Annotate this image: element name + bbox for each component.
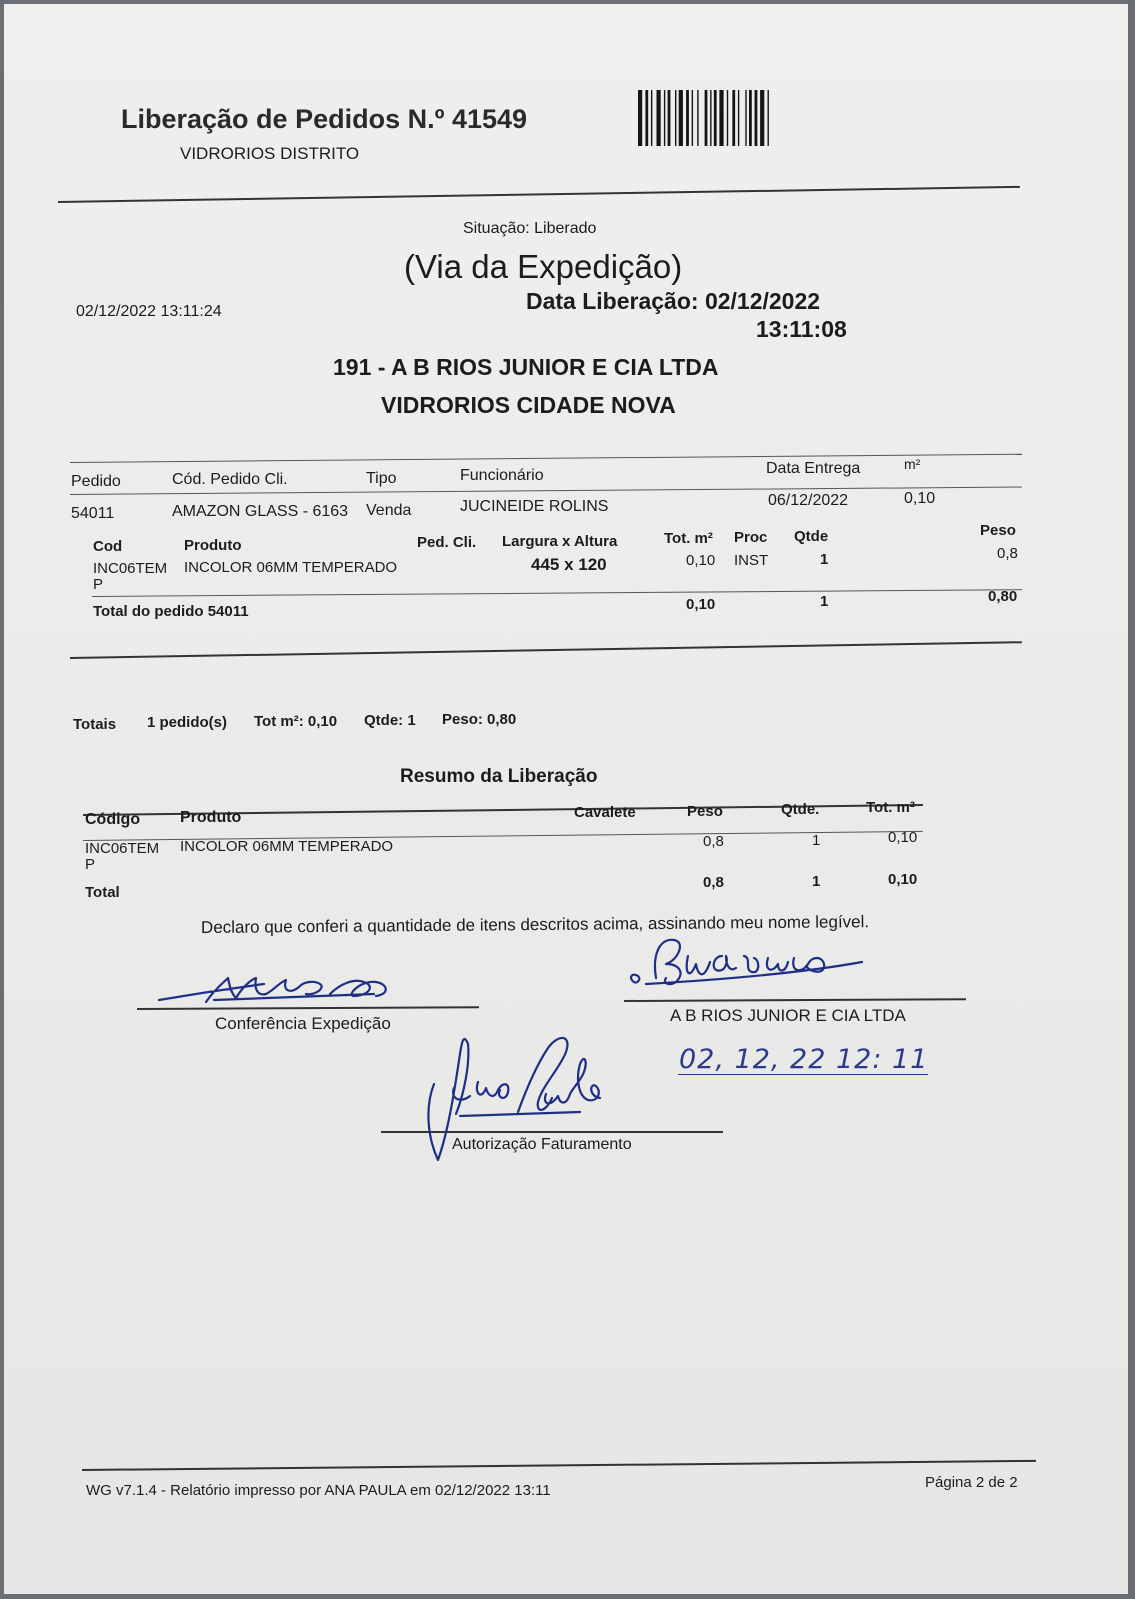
item-code-line2: P — [93, 576, 104, 593]
col-header-tipo: Tipo — [366, 470, 397, 487]
summary-code-line2: P — [85, 856, 96, 873]
company-name: VIDRORIOS DISTRITO — [180, 144, 360, 163]
footer-printed-by: WG v7.1.4 - Relatório impresso por ANA PAULA em 02/12/2022 13:11 — [86, 1482, 551, 1499]
copy-label: (Via da Expedição) — [404, 248, 683, 285]
item-header-peso: Peso — [980, 522, 1016, 539]
item-product: INCOLOR 06MM TEMPERADO — [184, 559, 398, 576]
summary-peso: 0,8 — [703, 833, 724, 850]
totals-orders: 1 pedido(s) — [147, 714, 228, 731]
item-qtde: 1 — [820, 551, 829, 568]
order-table-bottom-border — [70, 641, 1022, 659]
footer-divider — [82, 1460, 1036, 1471]
header-divider — [58, 186, 1020, 203]
item-header-qtde: Qtde — [794, 528, 829, 545]
status-text: Situação: Liberado — [463, 220, 597, 237]
summary-total-qtde: 1 — [812, 873, 821, 890]
delivery-date: 06/12/2022 — [768, 492, 849, 509]
summary-header-tot-m2: Tot. m² — [866, 799, 915, 816]
item-tot-m2: 0,10 — [686, 552, 716, 569]
totals-m2: Tot m²: 0,10 — [254, 713, 338, 730]
document-title: Liberação de Pedidos N.º 41549 — [121, 104, 528, 134]
summary-header-codigo: Código — [85, 811, 141, 828]
order-total-label: Total do pedido 54011 — [93, 603, 249, 620]
summary-header-qtde: Qtde. — [781, 801, 820, 818]
authorization-label: Autorização Faturamento — [452, 1136, 632, 1153]
summary-tot-m2: 0,10 — [888, 829, 918, 846]
col-header-data-entrega: Data Entrega — [766, 460, 861, 477]
summary-title: Resumo da Liberação — [400, 766, 598, 787]
printed-timestamp: 02/12/2022 13:11:24 — [76, 303, 222, 320]
col-header-funcionario: Funcionário — [460, 467, 544, 484]
col-header-m2: m² — [904, 456, 921, 472]
col-header-pedido: Pedido — [71, 473, 121, 490]
order-total-m2: 0,10 — [686, 596, 716, 613]
document-page — [4, 4, 1128, 1594]
employee-name: JUCINEIDE ROLINS — [460, 498, 609, 515]
release-date: Data Liberação: 02/12/2022 — [526, 288, 821, 314]
summary-total-label: Total — [85, 884, 120, 901]
item-header-tot-m2: Tot. m² — [664, 530, 713, 547]
conference-signature-icon — [154, 964, 414, 1014]
summary-code-line1: INC06TEM — [85, 840, 160, 857]
summary-header-produto: Produto — [180, 809, 242, 826]
authorization-signature-icon — [420, 1024, 650, 1164]
summary-header-cavalete: Cavalete — [574, 804, 636, 821]
conference-label: Conferência Expedição — [215, 1014, 391, 1033]
item-header-produto: Produto — [184, 537, 242, 554]
item-header-cod: Cod — [93, 538, 123, 555]
item-total-divider — [92, 589, 1022, 597]
summary-product: INCOLOR 06MM TEMPERADO — [180, 838, 394, 855]
handwritten-date: 02, 12, 22 12: 11 — [679, 1044, 929, 1075]
item-header-ped-cli: Ped. Cli. — [417, 534, 477, 551]
client-store: VIDRORIOS CIDADE NOVA — [381, 392, 676, 418]
client-name: 191 - A B RIOS JUNIOR E CIA LTDA — [333, 354, 719, 380]
totals-peso: Peso: 0,80 — [442, 711, 517, 728]
footer-page-number: Página 2 de 2 — [925, 1474, 1018, 1491]
totals-label: Totais — [73, 716, 117, 733]
barcode-icon — [638, 90, 810, 146]
handwritten-date-underline — [678, 1074, 928, 1075]
item-proc: INST — [734, 552, 769, 569]
order-type: Venda — [366, 502, 412, 519]
order-total-qtde: 1 — [820, 593, 829, 610]
item-dimensions: 445 x 120 — [531, 555, 607, 574]
client-signature-label: A B RIOS JUNIOR E CIA LTDA — [670, 1006, 906, 1025]
order-total-peso: 0,80 — [988, 588, 1018, 605]
declaration-text: Declaro que conferi a quantidade de itens descritos acima, assinando meu nome legível. — [200, 912, 870, 937]
release-time: 13:11:08 — [756, 316, 847, 342]
order-table-top-border — [70, 454, 1022, 463]
client-signature-icon — [626, 934, 866, 1004]
summary-total-peso: 0,8 — [703, 874, 724, 891]
item-code-line1: INC06TEM — [93, 560, 168, 577]
item-header-proc: Proc — [734, 529, 768, 546]
order-number: 54011 — [71, 505, 115, 522]
item-peso: 0,8 — [997, 545, 1018, 562]
totals-qtde: Qtde: 1 — [364, 712, 416, 729]
item-header-largura-altura: Largura x Altura — [502, 533, 618, 550]
summary-header-peso: Peso — [687, 803, 723, 820]
summary-total-tot-m2: 0,10 — [888, 871, 918, 888]
col-header-cod-pedido-cli: Cód. Pedido Cli. — [172, 471, 288, 488]
summary-qtde: 1 — [812, 832, 821, 849]
order-m2: 0,10 — [904, 490, 936, 507]
client-order-code: AMAZON GLASS - 6163 — [172, 503, 349, 520]
